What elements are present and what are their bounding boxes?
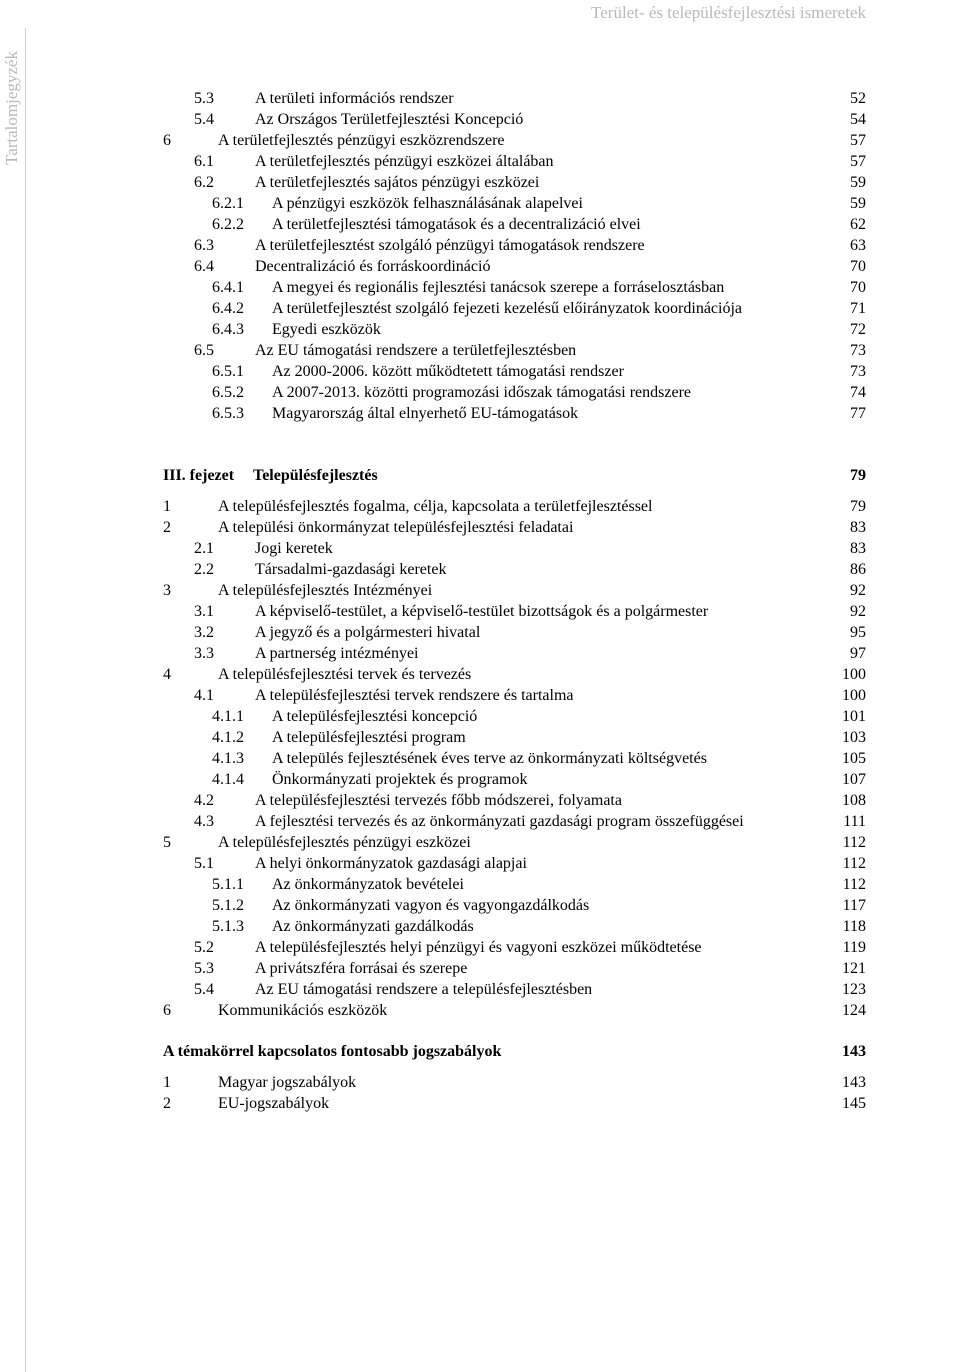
toc-entry[interactable] [0,341,960,361]
toc-entry-number: 2.1 [194,540,214,557]
toc-entry[interactable] [0,770,960,790]
toc-entry-number: 6.2 [194,174,214,191]
toc-entry-title: A településfejlesztés helyi pénzügyi és vagyoni eszközei működtetése [255,939,702,956]
toc-entry-page: 79 [850,498,866,515]
toc-entry-title: A területi információs rendszer [255,90,454,107]
toc-entry[interactable] [0,560,960,580]
toc-entry-number: 6.5.1 [212,363,244,380]
toc-entry-number: 6.4 [194,258,214,275]
toc-entry-page: 70 [850,279,866,296]
toc-entry-title: Egyedi eszközök [272,321,381,338]
toc-entry-page: 57 [850,132,866,149]
chapter-heading[interactable] [0,466,960,486]
toc-entry-page: 59 [850,174,866,191]
toc-entry[interactable] [0,581,960,601]
toc-entry-title: A települési önkormányzat településfejlesztési feladatai [218,519,574,536]
toc-entry-page: 119 [842,939,866,956]
toc-entry-number: 6.3 [194,237,214,254]
toc-entry-title: A településfejlesztési tervek rendszere és tartalma [255,687,574,704]
toc-entry[interactable] [0,665,960,685]
toc-entry-number: 5.1 [194,855,214,872]
toc-entry[interactable] [0,257,960,277]
toc-entry-page: 112 [842,855,866,872]
toc-entry-title: Társadalmi-gazdasági keretek [255,561,447,578]
toc-entry-page: 97 [850,645,866,662]
toc-entry-number: 3 [163,582,171,599]
toc-entry[interactable] [0,89,960,109]
toc-entry[interactable] [0,518,960,538]
toc-entry-title: A településfejlesztési tervezés főbb módszerei, folyamata [255,792,622,809]
toc-entry-page: 52 [850,90,866,107]
legal-section-page: 143 [842,1043,866,1060]
toc-entry-title: Az Országos Területfejlesztési Koncepció [255,111,524,128]
toc-entry-title: Az 2000-2006. között működtetett támogatási rendszer [272,363,624,380]
toc-entry-number: 4 [163,666,171,683]
toc-entry-title: A településfejlesztés pénzügyi eszközei [218,834,471,851]
toc-entry-number: 3.3 [194,645,214,662]
toc-entry-page: 143 [842,1074,866,1091]
toc-entry-page: 101 [842,708,866,725]
toc-entry-title: A településfejlesztési tervek és tervezés [218,666,472,683]
toc-entry-title: A területfejlesztés pénzügyi eszközrendszere [218,132,505,149]
toc-entry-page: 72 [850,321,866,338]
toc-entry-number: 3.2 [194,624,214,641]
chapter-title: Településfejlesztés [253,467,378,484]
legal-section-title: A témakörrel kapcsolatos fontosabb jogszabályok [163,1043,502,1060]
toc-entry-page: 59 [850,195,866,212]
toc-entry-page: 100 [842,687,866,704]
toc-entry-page: 54 [850,111,866,128]
toc-entry-number: 4.1.1 [212,708,244,725]
toc-entry-number: 6.4.3 [212,321,244,338]
toc-entry[interactable] [0,215,960,235]
toc-entry-number: 5.2 [194,939,214,956]
toc-entry-title: A partnerség intézményei [255,645,419,662]
toc-entry-title: Önkormányzati projektek és programok [272,771,528,788]
toc-entry-title: Az önkormányzati vagyon és vagyongazdálkodás [272,897,590,914]
running-header: Terület- és településfejlesztési ismeretek [591,3,866,22]
toc-entry-number: 4.2 [194,792,214,809]
toc-entry-number: 6.4.2 [212,300,244,317]
toc-entry-title: A privátszféra forrásai és szerepe [255,960,468,977]
toc-entry-page: 118 [842,918,866,935]
toc-entry-number: 4.3 [194,813,214,830]
toc-entry-number: 6.4.1 [212,279,244,296]
toc-entry[interactable] [0,791,960,811]
toc-entry[interactable] [0,539,960,559]
toc-entry-title: A fejlesztési tervezés és az önkormányzati gazdasági program összefüggései [255,813,744,830]
toc-entry[interactable] [0,875,960,895]
toc-entry-title: A településfejlesztési program [272,729,466,746]
toc-entry-title: A területfejlesztés pénzügyi eszközei általában [255,153,554,170]
toc-entry-number: 5.1.1 [212,876,244,893]
toc-entry[interactable] [0,707,960,727]
toc-entry-number: 5.4 [194,111,214,128]
toc-entry[interactable] [0,644,960,664]
toc-entry-title: Az önkormányzatok bevételei [272,876,464,893]
toc-entry-number: 6 [163,1002,171,1019]
toc-entry-title: Az önkormányzati gazdálkodás [272,918,474,935]
toc-entry-page: 121 [842,960,866,977]
toc-entry-title: Magyarország által elnyerhető EU-támogatások [272,405,579,422]
toc-entry[interactable] [0,959,960,979]
toc-entry-title: A területfejlesztést szolgáló fejezeti kezelésű előirányzatok koordinációja [272,300,743,317]
chapter-page: 79 [850,467,866,484]
toc-entry[interactable] [0,1094,960,1114]
toc-entry-page: 86 [850,561,866,578]
toc-entry[interactable] [0,362,960,382]
toc-entry[interactable] [0,896,960,916]
toc-entry-title: A képviselő-testület, a képviselő-testület bizottságok és a polgármester [255,603,709,620]
chapter-number: III. fejezet [163,467,235,484]
toc-entry-page: 117 [842,897,866,914]
toc-entry[interactable] [0,602,960,622]
toc-entry-page: 77 [850,405,866,422]
toc-entry-page: 83 [850,519,866,536]
toc-entry-number: 3.1 [194,603,214,620]
toc-entry-title: A 2007-2013. közötti programozási időszak támogatási rendszere [272,384,691,401]
toc-entry[interactable] [0,686,960,706]
toc-entry-title: A területfejlesztést szolgáló pénzügyi támogatások rendszere [255,237,645,254]
toc-entry-page: 105 [842,750,866,767]
toc-entry[interactable] [0,497,960,517]
toc-entry-page: 63 [850,237,866,254]
toc-entry-title: Magyar jogszabályok [218,1074,357,1091]
toc-entry-title: Decentralizáció és forráskoordináció [255,258,491,275]
toc-entry-page: 73 [850,342,866,359]
toc-entry-title: Kommunikációs eszközök [218,1002,388,1019]
toc-entry[interactable] [0,623,960,643]
toc-entry-title: Jogi keretek [255,540,333,557]
toc-entry[interactable] [0,938,960,958]
toc-entry-title: A pénzügyi eszközök felhasználásának alapelvei [272,195,583,212]
toc-entry-title: A településfejlesztés fogalma, célja, kapcsolata a területfejlesztéssel [218,498,653,515]
toc-entry-number: 5.1.3 [212,918,244,935]
toc-entry[interactable] [0,812,960,832]
toc-entry-number: 1 [163,1074,171,1091]
toc-entry[interactable] [0,833,960,853]
legal-section-heading[interactable] [0,1042,960,1062]
toc-entry-title: EU-jogszabályok [218,1095,330,1112]
toc-entry[interactable] [0,131,960,151]
toc-entry-page: 124 [842,1002,866,1019]
toc-entry-title: Az EU támogatási rendszere a területfejlesztésben [255,342,577,359]
toc-entry-number: 4.1.2 [212,729,244,746]
toc-entry-page: 145 [842,1095,866,1112]
toc-entry[interactable] [0,854,960,874]
toc-entry[interactable] [0,278,960,298]
toc-entry-number: 5 [163,834,171,851]
toc-entry-page: 70 [850,258,866,275]
toc-entry-page: 57 [850,153,866,170]
toc-entry-title: A megyei és regionális fejlesztési tanácsok szerepe a forráselosztásban [272,279,725,296]
toc-entry-page: 73 [850,363,866,380]
toc-entry-title: A településfejlesztési koncepció [272,708,478,725]
toc-entry-number: 4.1.3 [212,750,244,767]
toc-entry-title: A település fejlesztésének éves terve az önkormányzati költségvetés [272,750,707,767]
toc-entry-title: A településfejlesztés Intézményei [218,582,433,599]
toc-entry-title: A területfejlesztési támogatások és a decentralizáció elvei [272,216,641,233]
toc-entry-title: A jegyző és a polgármesteri hivatal [255,624,481,641]
toc-entry-number: 6.2.1 [212,195,244,212]
toc-entry[interactable] [0,749,960,769]
toc-entry-page: 95 [850,624,866,641]
toc-entry-number: 5.1.2 [212,897,244,914]
toc-entry-number: 6.2.2 [212,216,244,233]
toc-entry[interactable] [0,1001,960,1021]
toc-entry-page: 100 [842,666,866,683]
toc-entry-number: 6 [163,132,171,149]
toc-entry-page: 74 [850,384,866,401]
toc-entry-page: 107 [842,771,866,788]
toc-entry-page: 112 [842,834,866,851]
toc-entry[interactable] [0,917,960,937]
toc-entry[interactable] [0,236,960,256]
toc-entry-page: 62 [850,216,866,233]
toc-entry-number: 1 [163,498,171,515]
toc-entry-number: 2 [163,519,171,536]
toc-entry[interactable] [0,152,960,172]
toc-entry-page: 83 [850,540,866,557]
side-label: Tartalomjegyzék [2,51,21,165]
toc-entry[interactable] [0,383,960,403]
toc-entry-page: 112 [842,876,866,893]
toc-entry-number: 5.3 [194,960,214,977]
toc-entry-number: 6.5.3 [212,405,244,422]
toc-entry-number: 6.5.2 [212,384,244,401]
toc-entry[interactable] [0,299,960,319]
toc-entry-page: 92 [850,582,866,599]
toc-entry[interactable] [0,1073,960,1093]
toc-entry[interactable] [0,173,960,193]
toc-entry-number: 5.3 [194,90,214,107]
toc-entry[interactable] [0,980,960,1000]
toc-entry-page: 111 [843,813,866,830]
toc-entry-number: 2.2 [194,561,214,578]
toc-entry-page: 92 [850,603,866,620]
toc-entry-number: 6.1 [194,153,214,170]
toc-entry[interactable] [0,404,960,424]
toc-entry-page: 103 [842,729,866,746]
toc-entry-title: A területfejlesztés sajátos pénzügyi eszközei [255,174,540,191]
toc-entry-title: Az EU támogatási rendszere a településfejlesztésben [255,981,593,998]
toc-entry-title: A helyi önkormányzatok gazdasági alapjai [255,855,527,872]
toc-entry-number: 6.5 [194,342,214,359]
toc-entry[interactable] [0,320,960,340]
toc-entry-page: 108 [842,792,866,809]
toc-entry-page: 71 [850,300,866,317]
toc-entry[interactable] [0,110,960,130]
toc-entry-number: 5.4 [194,981,214,998]
toc-entry-number: 4.1.4 [212,771,244,788]
toc-entry-number: 4.1 [194,687,214,704]
toc-entry-number: 2 [163,1095,171,1112]
toc-entry-page: 123 [842,981,866,998]
toc-entry[interactable] [0,194,960,214]
toc-entry[interactable] [0,728,960,748]
